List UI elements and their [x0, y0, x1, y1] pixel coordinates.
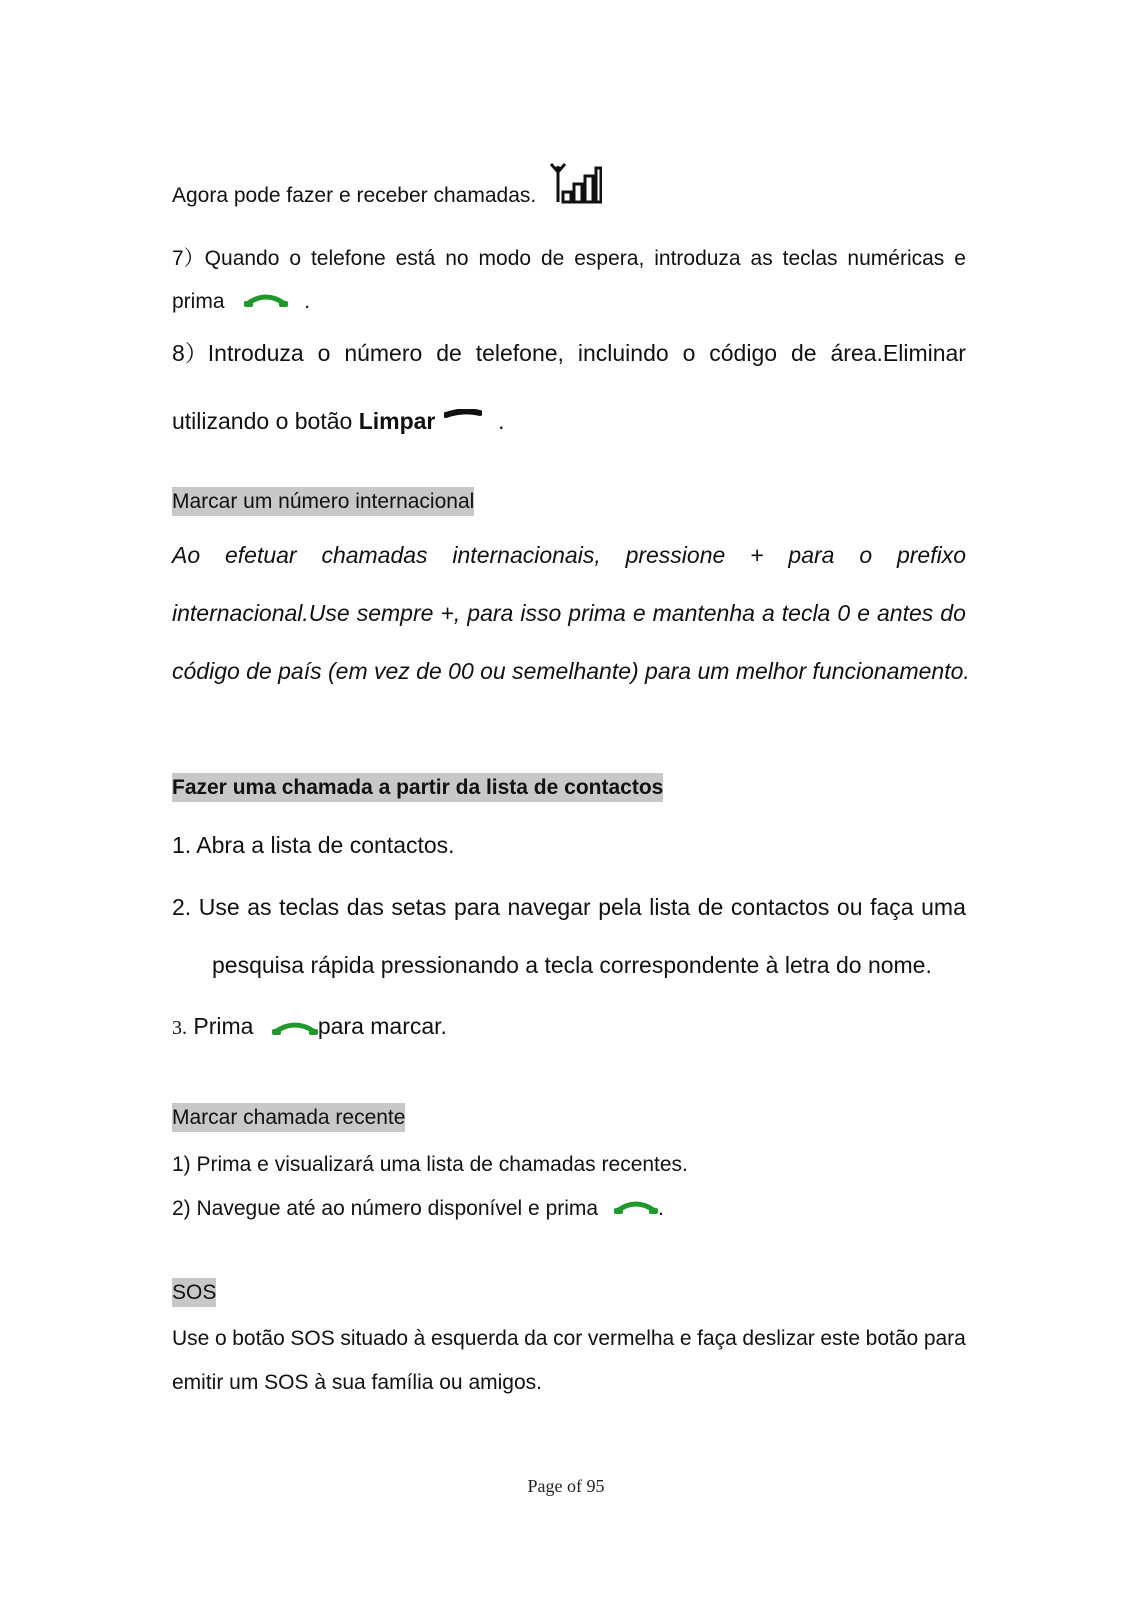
word: modo [478, 247, 532, 270]
heading-contacts [172, 776, 663, 800]
word: Use [198, 894, 240, 920]
word: teclas [782, 247, 838, 270]
word: 7）Quando [172, 247, 280, 270]
word: o [214, 1327, 227, 1350]
word: no [445, 247, 469, 270]
word: espera, [574, 247, 645, 270]
green-call-icon [244, 290, 288, 314]
heading-international-text: Marcar um número internacional [172, 487, 474, 516]
word: numéricas [847, 247, 945, 270]
word: está [395, 247, 436, 270]
heading-sos [172, 1281, 216, 1305]
word: de [790, 340, 817, 366]
step-3-number: 3. [172, 1017, 187, 1039]
heading-recent [172, 1106, 405, 1130]
word: e [954, 247, 966, 270]
word: setas [391, 894, 447, 920]
signal-strength-icon [548, 162, 602, 212]
word: para [788, 542, 835, 568]
heading-recent-text: Marcar chamada recente [172, 1103, 405, 1132]
contacts-step-1: 1. Abra a lista de contactos. [172, 832, 455, 858]
step-7-end: . [304, 290, 311, 313]
word: o [289, 247, 302, 270]
word: internacionais, [452, 542, 601, 568]
step-8-end: . [498, 408, 505, 434]
word: incluindo [577, 340, 669, 366]
word: das [346, 894, 384, 920]
word: ou [836, 894, 863, 920]
word: Ao [172, 542, 201, 568]
heading-international [172, 490, 474, 514]
recent-step-1: 1) Prima e visualizará uma lista de chamadas recentes. [172, 1153, 688, 1176]
word: número [344, 340, 423, 366]
word: efetuar [224, 542, 297, 568]
word: telefone [310, 247, 386, 270]
word: código [709, 340, 778, 366]
word: de [436, 340, 462, 366]
word: este [820, 1327, 861, 1350]
word: e [679, 1327, 692, 1350]
intl-para-line-2 [172, 600, 966, 626]
word: 2. [172, 894, 192, 920]
black-softkey-icon [444, 398, 482, 424]
intl-para-line-3: código de país (em vez de 00 ou semelhante) para um melhor funcionamento. [172, 658, 970, 684]
word: isso [520, 600, 562, 626]
step-7-line [172, 247, 966, 271]
word: + [750, 542, 764, 568]
word: chamadas [321, 542, 428, 568]
word: para [467, 600, 514, 626]
step-7-cont [172, 290, 310, 315]
word: cor [553, 1327, 583, 1350]
contacts-step-2 [172, 894, 966, 920]
intl-para-line-1 [172, 542, 966, 568]
word: área.Eliminar [830, 340, 966, 366]
heading-contacts-text: Fazer uma chamada a partir da lista de contactos [172, 773, 663, 802]
page-footer: Page of 95 [527, 1476, 605, 1496]
green-call-icon [614, 1197, 658, 1221]
word: contactos [730, 894, 830, 920]
word: internacional.Use [172, 600, 350, 626]
recent-step-2-end: . [657, 1197, 664, 1220]
intro-line [172, 162, 602, 212]
word: teclas [279, 894, 340, 920]
recent-step-2-text: 2) Navegue até ao número disponível e prima [172, 1197, 599, 1220]
word: SOS [290, 1327, 335, 1350]
word: uma [921, 894, 966, 920]
sos-para-line-1 [172, 1327, 966, 1351]
recent-step-2 [172, 1197, 664, 1222]
word: vermelha [587, 1327, 675, 1350]
word: 0 [837, 600, 851, 626]
sos-para-line-2: emitir um SOS à sua família ou amigos. [172, 1371, 542, 1394]
word: esquerda [430, 1327, 519, 1350]
word: faça [697, 1327, 737, 1350]
word: pela [598, 894, 642, 920]
step-7-prima: prima [172, 290, 225, 313]
word: situado [340, 1327, 409, 1350]
word: prefixo [896, 542, 966, 568]
word: tecla [781, 600, 831, 626]
word: deslizar [742, 1327, 815, 1350]
word: o [682, 340, 696, 366]
word: antes [877, 600, 934, 626]
step-8-line [172, 340, 966, 366]
word: e [857, 600, 870, 626]
green-call-icon [272, 1015, 318, 1041]
intro-text: Agora pode fazer e receber chamadas. [172, 184, 537, 207]
step-8-text: utilizando o botão [172, 408, 359, 434]
word: telefone, [475, 340, 564, 366]
word: de [540, 247, 565, 270]
word: botão [865, 1327, 919, 1350]
word: e [632, 600, 646, 626]
word: do [940, 600, 966, 626]
word: +, [440, 600, 461, 626]
word: da [524, 1327, 548, 1350]
word: à [413, 1327, 426, 1350]
word: prima [568, 600, 626, 626]
word: Use [172, 1327, 210, 1350]
word: faça [870, 894, 914, 920]
word: o [859, 542, 873, 568]
step-3-prima: Prima [187, 1013, 254, 1039]
word: botão [232, 1327, 285, 1350]
step-3-end: para marcar. [317, 1013, 447, 1039]
word: de [697, 894, 724, 920]
word: lista [649, 894, 691, 920]
contacts-step-2-cont: pesquisa rápida pressionando a tecla correspondente à letra do nome. [212, 952, 932, 978]
word: pressione [625, 542, 726, 568]
word: sempre [356, 600, 434, 626]
word: 8）Introduza [172, 340, 304, 366]
word: para [453, 894, 500, 920]
clear-label: Limpar [358, 408, 436, 434]
word: para [923, 1327, 966, 1350]
word: as [247, 894, 272, 920]
word: navegar [507, 894, 591, 920]
heading-sos-text: SOS [172, 1278, 216, 1307]
word: o [317, 340, 331, 366]
word: introduza [654, 247, 741, 270]
word: as [750, 247, 773, 270]
contacts-step-3 [172, 1013, 447, 1041]
word: mantenha [652, 600, 755, 626]
step-8-cont [172, 398, 505, 434]
word: a [761, 600, 775, 626]
